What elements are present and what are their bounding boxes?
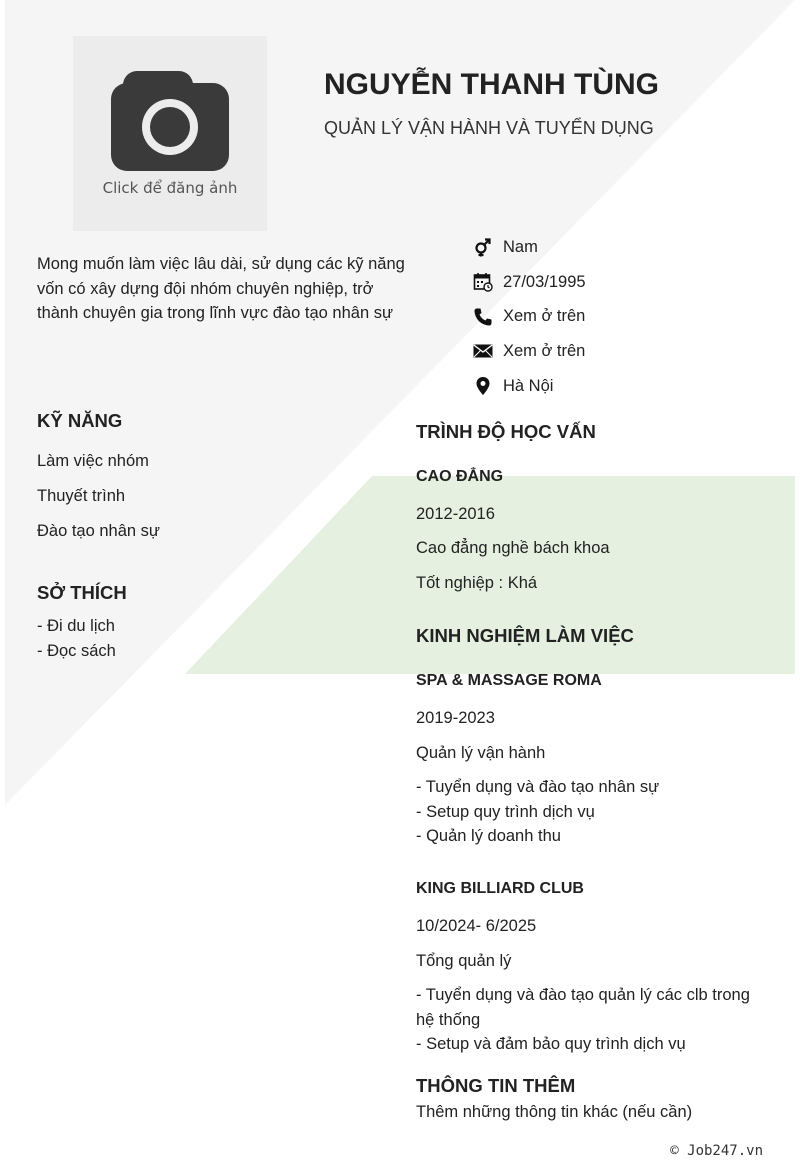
job-role: Tổng quản lý [416, 952, 512, 970]
candidate-name: NGUYỄN THANH TÙNG [324, 68, 659, 101]
contact-birthday-value: 27/03/1995 [503, 272, 586, 291]
education-school: Cao đẳng nghề bách khoa [416, 539, 610, 557]
calendar-icon [472, 271, 494, 293]
job-duties [416, 983, 750, 1057]
education-result: Tốt nghiệp : Khá [416, 574, 538, 592]
location-pin-icon [472, 375, 494, 397]
skill-item: Thuyết trình [37, 487, 126, 505]
phone-icon [472, 306, 494, 328]
hobbies-title: SỞ THÍCH [37, 582, 127, 603]
job-duties [416, 775, 659, 849]
hobby-item: - Đi du lịch [37, 617, 115, 635]
skills-title: KỸ NĂNG [37, 410, 123, 431]
candidate-position: QUẢN LÝ VẬN HÀNH VÀ TUYỂN DỤNG [324, 118, 654, 138]
job-company: KING BILLIARD CLUB [416, 880, 584, 897]
camera-icon [111, 71, 229, 173]
contact-info [472, 230, 586, 403]
job-duty: - Tuyển dụng và đào tạo nhân sự [416, 778, 660, 796]
job-role: Quản lý vận hành [416, 744, 546, 762]
education-level: CAO ĐẲNG [416, 468, 504, 485]
contact-address-value: Hà Nội [503, 376, 554, 395]
job-duty: - Tuyển dụng và đào tạo quản lý các clb trong [416, 986, 750, 1004]
contact-phone [472, 299, 586, 334]
contact-phone-value: Xem ở trên [503, 307, 586, 326]
job-duty: - Setup và đảm bảo quy trình dịch vụ [416, 1035, 686, 1053]
contact-address [472, 369, 586, 404]
skill-item: Làm việc nhóm [37, 452, 149, 470]
job-period: 10/2024- 6/2025 [416, 917, 537, 935]
photo-upload[interactable] [73, 36, 267, 231]
job-company: SPA & MASSAGE ROMA [416, 672, 602, 689]
education-title: TRÌNH ĐỘ HỌC VẤN [416, 421, 596, 442]
education-period: 2012-2016 [416, 505, 495, 523]
contact-email [472, 334, 586, 369]
hobbies-list [37, 614, 116, 663]
extra-info-title: THÔNG TIN THÊM [416, 1075, 576, 1096]
contact-gender [472, 230, 586, 265]
job-duty: hệ thống [416, 1010, 481, 1029]
job-period: 2019-2023 [416, 709, 495, 727]
contact-birthday [472, 265, 586, 300]
gender-icon [472, 236, 494, 258]
email-icon [472, 340, 494, 362]
job-duty: - Quản lý doanh thu [416, 827, 561, 845]
extra-info-text: Thêm những thông tin khác (nếu cần) [416, 1103, 693, 1121]
hobby-item: - Đọc sách [37, 641, 116, 660]
skill-item: Đào tạo nhân sự [37, 522, 160, 540]
photo-upload-label: Click để đăng ảnh [102, 178, 238, 197]
contact-email-value: Xem ở trên [503, 341, 586, 360]
footer-copyright: © Job247.vn [670, 1143, 763, 1159]
job-duty: - Setup quy trình dịch vụ [416, 802, 595, 821]
experience-title: KINH NGHIỆM LÀM VIỆC [416, 625, 634, 646]
contact-gender-value: Nam [503, 237, 538, 256]
career-objective: Mong muốn làm việc lâu dài, sử dụng các kỹ năng vốn có xây dựng đội nhóm chuyên nghiệp, trở thành chuyên gia trong lĩnh vực đào tạo nhân sự [37, 255, 405, 322]
